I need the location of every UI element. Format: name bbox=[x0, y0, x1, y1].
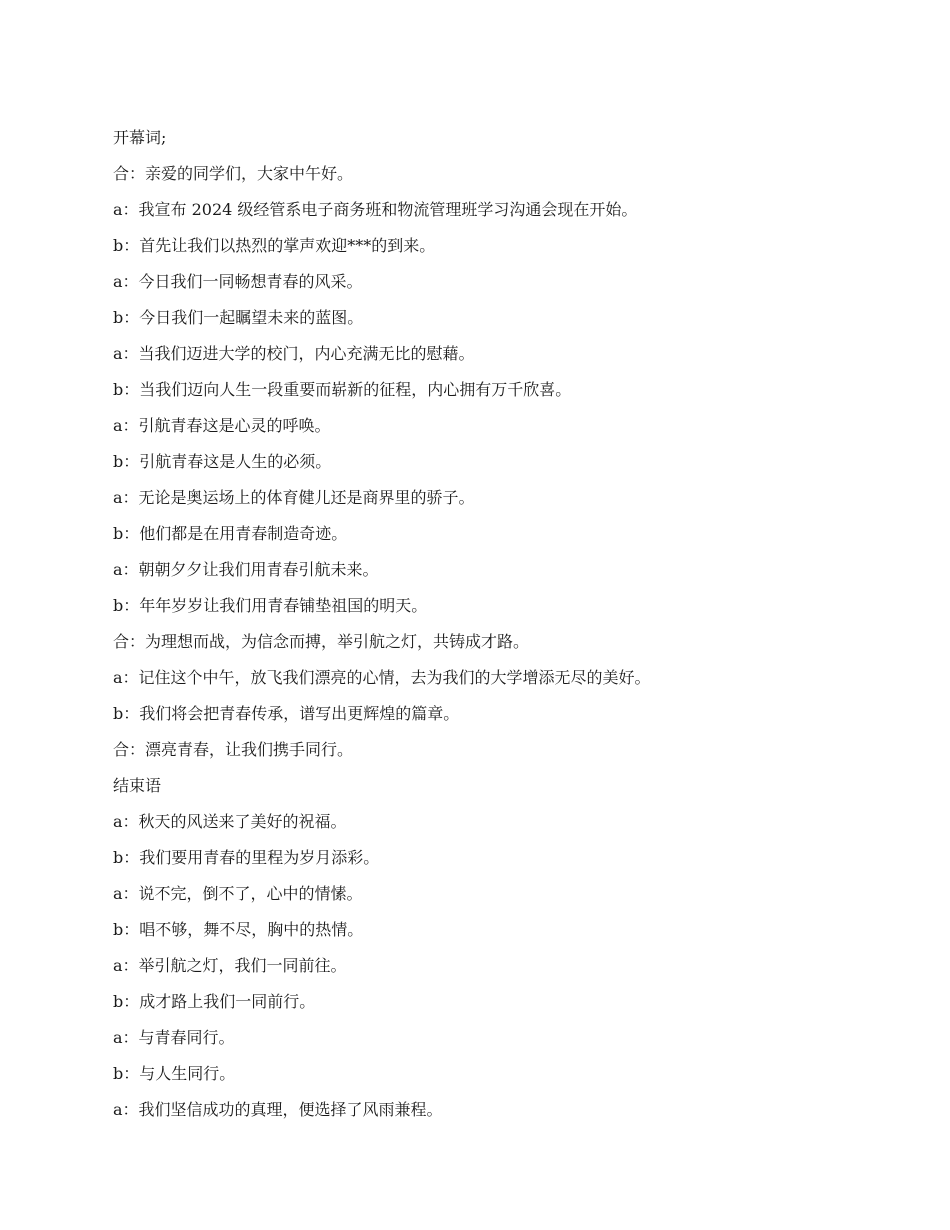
heading-opening: 开幕词; bbox=[113, 128, 167, 147]
text-line: a：我们坚信成功的真理，便选择了风雨兼程。 bbox=[113, 1100, 443, 1119]
text-line: b：与人生同行。 bbox=[113, 1064, 236, 1083]
text-line: a：当我们迈进大学的校门，内心充满无比的慰藉。 bbox=[113, 344, 475, 363]
text-line: a：我宣布 2024 级经管系电子商务班和物流管理班学习沟通会现在开始。 bbox=[113, 200, 638, 219]
text-line: a：今日我们一同畅想青春的风采。 bbox=[113, 272, 363, 291]
text-line: 合：漂亮青春，让我们携手同行。 bbox=[113, 740, 354, 759]
text-line: b：成才路上我们一同前行。 bbox=[113, 992, 316, 1011]
text-line: a：记住这个中午，放飞我们漂亮的心情，去为我们的大学增添无尽的美好。 bbox=[113, 668, 651, 687]
text-line: 合：为理想而战，为信念而搏，举引航之灯，共铸成才路。 bbox=[113, 632, 530, 651]
text-line: a：朝朝夕夕让我们用青春引航未来。 bbox=[113, 560, 379, 579]
text-line: b：年年岁岁让我们用青春铺垫祖国的明天。 bbox=[113, 596, 428, 615]
text-line: b：当我们迈向人生一段重要而崭新的征程，内心拥有万千欣喜。 bbox=[113, 380, 572, 399]
text-line: b：我们要用青春的里程为岁月添彩。 bbox=[113, 848, 380, 867]
document-body bbox=[113, 120, 833, 1128]
text-line: b：今日我们一起瞩望未来的蓝图。 bbox=[113, 308, 364, 327]
text-line: 合：亲爱的同学们，大家中午好。 bbox=[113, 164, 354, 183]
text-line: a：秋天的风送来了美好的祝福。 bbox=[113, 812, 347, 831]
heading-closing: 结束语 bbox=[113, 776, 162, 795]
text-line: a：无论是奥运场上的体育健儿还是商界里的骄子。 bbox=[113, 488, 475, 507]
text-line: a：引航青春这是心灵的呼唤。 bbox=[113, 416, 331, 435]
text-line: a：说不完，倒不了，心中的情愫。 bbox=[113, 884, 363, 903]
text-line: b：他们都是在用青春制造奇迹。 bbox=[113, 524, 348, 543]
text-line: a：与青春同行。 bbox=[113, 1028, 235, 1047]
text-line: b：首先让我们以热烈的掌声欢迎***的到来。 bbox=[113, 236, 436, 255]
text-line: b：唱不够，舞不尽，胸中的热情。 bbox=[113, 920, 364, 939]
text-line: b：引航青春这是人生的必须。 bbox=[113, 452, 332, 471]
text-line: b：我们将会把青春传承，谱写出更辉煌的篇章。 bbox=[113, 704, 460, 723]
text-line: a：举引航之灯，我们一同前往。 bbox=[113, 956, 347, 975]
